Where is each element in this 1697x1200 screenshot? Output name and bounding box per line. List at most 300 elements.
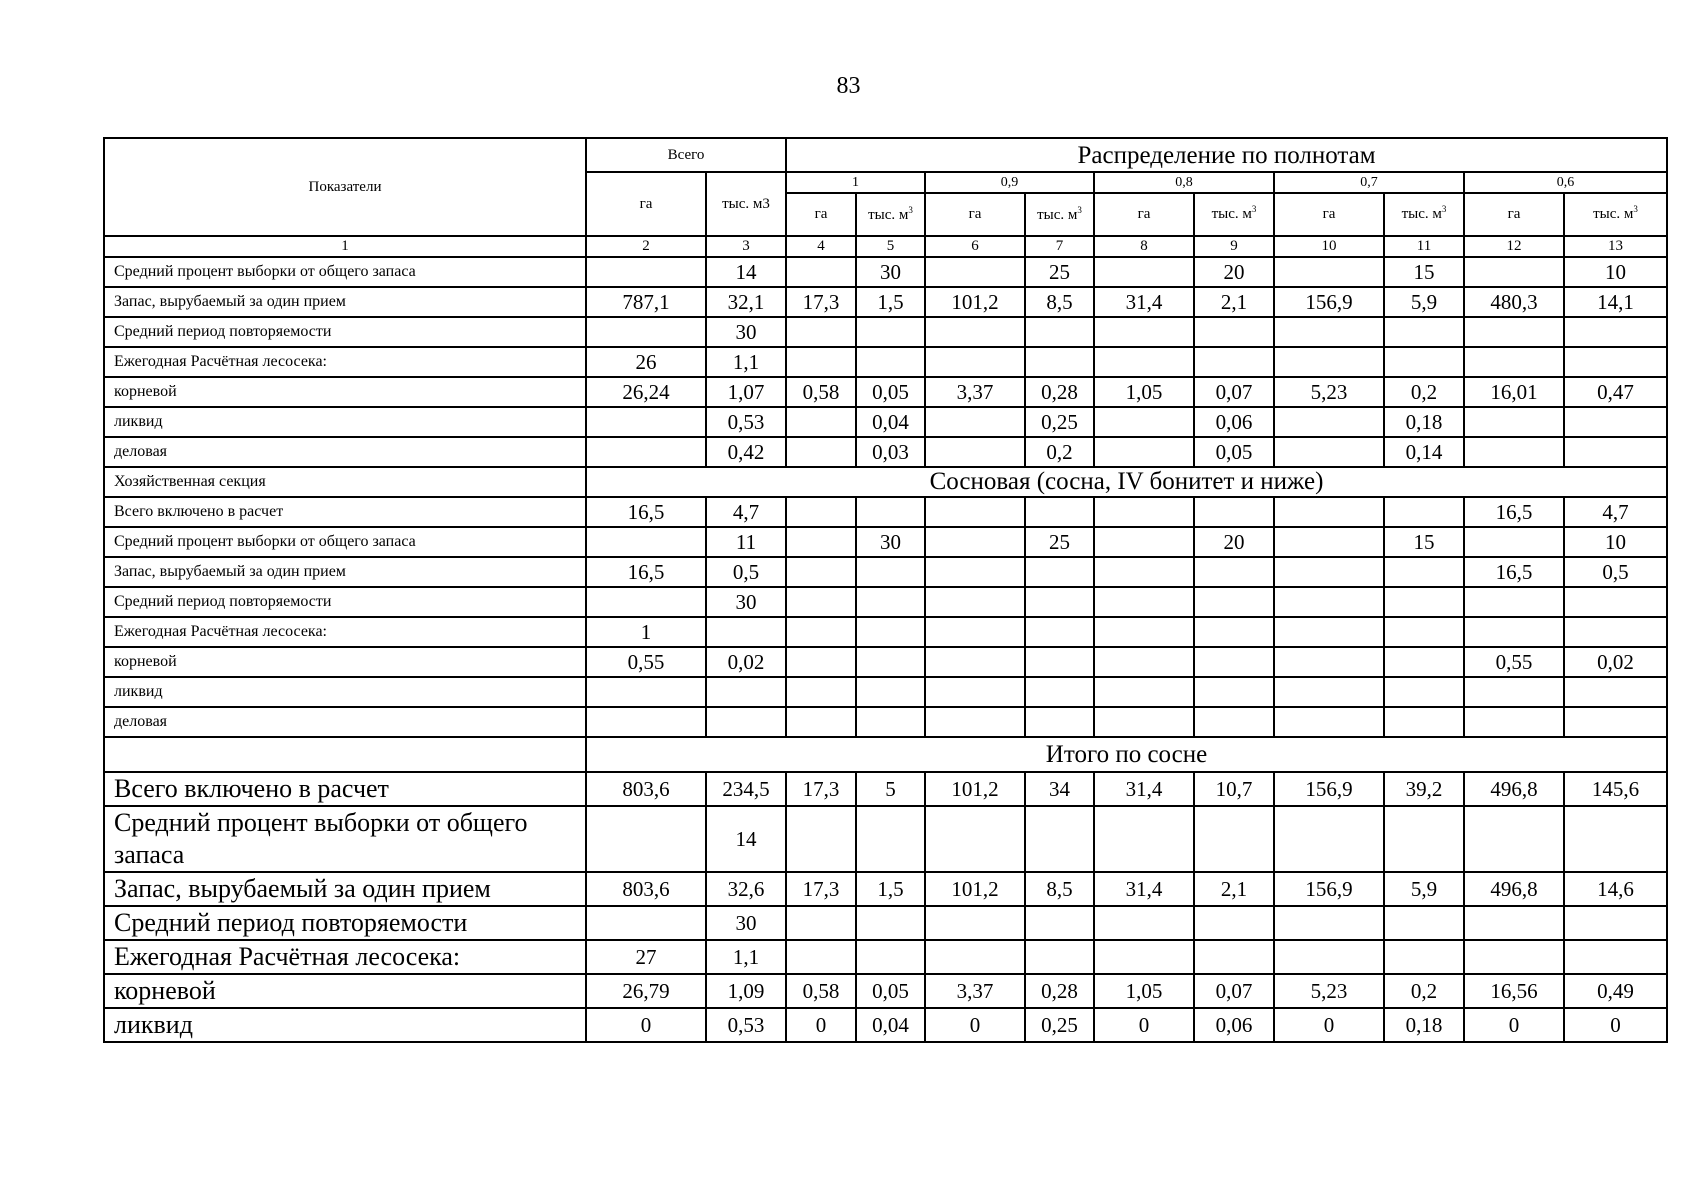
table-cell xyxy=(1384,906,1464,940)
table-cell: 0,03 xyxy=(856,437,925,467)
table-cell xyxy=(925,587,1025,617)
table-cell xyxy=(1194,707,1274,737)
table-cell: 0,5 xyxy=(1564,557,1667,587)
table-cell: 39,2 xyxy=(1384,772,1464,806)
row-label: Ежегодная Расчётная лесосека: xyxy=(104,347,586,377)
table-cell xyxy=(786,497,856,527)
table-cell: 14,1 xyxy=(1564,287,1667,317)
table-cell xyxy=(1384,347,1464,377)
table-cell: 16,5 xyxy=(586,557,706,587)
column-number-cell: 2 xyxy=(586,236,706,257)
column-number-cell: 7 xyxy=(1025,236,1094,257)
column-number-cell: 10 xyxy=(1274,236,1384,257)
table-cell xyxy=(1274,347,1384,377)
table-cell: 1,07 xyxy=(706,377,786,407)
table-cell: 3,37 xyxy=(925,377,1025,407)
row-label: Всего включено в расчет xyxy=(104,497,586,527)
table-cell: 16,5 xyxy=(1464,497,1564,527)
table-cell xyxy=(856,647,925,677)
table-cell: 30 xyxy=(706,906,786,940)
table-cell: 0,2 xyxy=(1384,974,1464,1008)
table-cell xyxy=(786,317,856,347)
forest-allocation-table xyxy=(103,137,1668,1043)
table-cell: 4,7 xyxy=(1564,497,1667,527)
table-cell: 0,2 xyxy=(1025,437,1094,467)
table-cell: 0,04 xyxy=(856,407,925,437)
table-cell xyxy=(1384,707,1464,737)
table-cell xyxy=(1094,497,1194,527)
table-cell: 480,3 xyxy=(1464,287,1564,317)
table-cell: 14,6 xyxy=(1564,872,1667,906)
table-cell xyxy=(786,677,856,707)
row-label: корневой xyxy=(104,974,586,1008)
table-cell: 0 xyxy=(1274,1008,1384,1042)
table-cell: 15 xyxy=(1384,257,1464,287)
page-number: 83 xyxy=(836,73,861,99)
table-cell xyxy=(1564,707,1667,737)
density-header-1: 1 xyxy=(786,172,925,193)
row-label: ликвид xyxy=(104,407,586,437)
table-cell xyxy=(786,906,856,940)
table-cell: 0,05 xyxy=(1194,437,1274,467)
table-cell xyxy=(1464,257,1564,287)
m3-header-text: тыс. м xyxy=(1211,206,1252,222)
density-header-0-8: 0,8 xyxy=(1094,172,1274,193)
table-cell: 30 xyxy=(706,317,786,347)
section-label xyxy=(104,737,586,772)
table-cell: 31,4 xyxy=(1094,287,1194,317)
table-cell: 0,05 xyxy=(856,974,925,1008)
table-row xyxy=(104,974,1667,1008)
table-cell xyxy=(925,497,1025,527)
table-cell xyxy=(1274,527,1384,557)
table-cell: 17,3 xyxy=(786,772,856,806)
table-cell xyxy=(706,707,786,737)
m3-header-text: тыс. м xyxy=(1593,206,1634,222)
table-cell xyxy=(1274,940,1384,974)
table-cell xyxy=(925,347,1025,377)
table-cell xyxy=(1025,806,1094,872)
section-row xyxy=(104,467,1667,497)
total-header: Всего xyxy=(586,138,786,172)
table-row xyxy=(104,317,1667,347)
table-cell xyxy=(1464,587,1564,617)
table-cell: 0,5 xyxy=(706,557,786,587)
row-label: Запас, вырубаемый за один прием xyxy=(104,287,586,317)
table-cell xyxy=(1025,497,1094,527)
table-cell: 0,25 xyxy=(1025,407,1094,437)
table-cell: 26,79 xyxy=(586,974,706,1008)
table-cell: 0,18 xyxy=(1384,407,1464,437)
m3-header-text: тыс. м xyxy=(1401,206,1442,222)
table-cell xyxy=(586,257,706,287)
table-cell: 5,9 xyxy=(1384,872,1464,906)
row-label: Ежегодная Расчётная лесосека: xyxy=(104,617,586,647)
row-label: Средний период повторяемости xyxy=(104,587,586,617)
table-cell xyxy=(1274,437,1384,467)
table-cell xyxy=(706,677,786,707)
table-cell xyxy=(1564,677,1667,707)
column-number-cell: 11 xyxy=(1384,236,1464,257)
column-number-cell: 3 xyxy=(706,236,786,257)
cube-superscript: 3 xyxy=(1251,204,1257,214)
table-cell xyxy=(1194,677,1274,707)
table-cell: 26 xyxy=(586,347,706,377)
table-cell xyxy=(1094,677,1194,707)
table-cell: 496,8 xyxy=(1464,772,1564,806)
table-cell xyxy=(1464,317,1564,347)
table-cell: 16,56 xyxy=(1464,974,1564,1008)
table-cell: 16,5 xyxy=(1464,557,1564,587)
table-cell xyxy=(1094,257,1194,287)
table-cell xyxy=(856,347,925,377)
table-cell xyxy=(586,437,706,467)
table-row xyxy=(104,557,1667,587)
table-cell xyxy=(1274,677,1384,707)
table-cell xyxy=(925,527,1025,557)
total-ha-header: га xyxy=(586,172,706,236)
table-cell xyxy=(1194,317,1274,347)
column-number-cell: 6 xyxy=(925,236,1025,257)
table-cell: 8,5 xyxy=(1025,872,1094,906)
density-header-0-9: 0,9 xyxy=(925,172,1094,193)
table-cell: 14 xyxy=(706,257,786,287)
row-label: Всего включено в расчет xyxy=(104,772,586,806)
table-cell xyxy=(786,587,856,617)
table-cell: 30 xyxy=(856,257,925,287)
table-cell: 3,37 xyxy=(925,974,1025,1008)
table-cell xyxy=(925,806,1025,872)
table-cell xyxy=(1194,497,1274,527)
table-row xyxy=(104,906,1667,940)
table-cell xyxy=(586,587,706,617)
table-cell xyxy=(1384,647,1464,677)
table-cell: 234,5 xyxy=(706,772,786,806)
table-row xyxy=(104,647,1667,677)
table-cell: 8,5 xyxy=(1025,287,1094,317)
table-cell xyxy=(586,407,706,437)
table-cell xyxy=(1194,557,1274,587)
m3-header-text: тыс. м xyxy=(868,206,909,223)
table-cell: 0,58 xyxy=(786,974,856,1008)
row-label: Средний процент выборки от общего запаса xyxy=(104,527,586,557)
table-cell xyxy=(1384,557,1464,587)
table-cell xyxy=(1094,557,1194,587)
table-cell: 20 xyxy=(1194,257,1274,287)
table-cell xyxy=(1274,806,1384,872)
table-cell: 30 xyxy=(706,587,786,617)
row-label: Средний период повторяемости xyxy=(104,906,586,940)
table-cell xyxy=(925,437,1025,467)
table-cell xyxy=(1564,587,1667,617)
table-cell xyxy=(1564,940,1667,974)
m3-header-inline xyxy=(1564,193,1667,236)
table-cell xyxy=(586,707,706,737)
table-cell xyxy=(1274,557,1384,587)
table-cell xyxy=(1564,617,1667,647)
ha-header: га xyxy=(1274,193,1384,236)
row-label: Средний период повторяемости xyxy=(104,317,586,347)
table-cell: 0,14 xyxy=(1384,437,1464,467)
table-cell xyxy=(856,557,925,587)
table-cell xyxy=(1194,940,1274,974)
table-cell: 0,04 xyxy=(856,1008,925,1042)
table-cell: 32,1 xyxy=(706,287,786,317)
table-cell xyxy=(1274,587,1384,617)
table-cell: 1,09 xyxy=(706,974,786,1008)
table-cell xyxy=(925,407,1025,437)
table-cell: 803,6 xyxy=(586,872,706,906)
table-cell xyxy=(925,317,1025,347)
table-row xyxy=(104,527,1667,557)
table-cell xyxy=(1094,940,1194,974)
table-cell xyxy=(1194,906,1274,940)
table-cell: 5 xyxy=(856,772,925,806)
table-cell xyxy=(586,906,706,940)
table-row xyxy=(104,587,1667,617)
table-cell xyxy=(1094,647,1194,677)
table-cell: 26,24 xyxy=(586,377,706,407)
table-cell: 0 xyxy=(786,1008,856,1042)
table-cell: 0 xyxy=(586,1008,706,1042)
table-cell xyxy=(1094,906,1194,940)
table-cell xyxy=(1464,527,1564,557)
table-cell: 0 xyxy=(1564,1008,1667,1042)
table-cell: 5,23 xyxy=(1274,377,1384,407)
table-cell xyxy=(1094,317,1194,347)
table-row xyxy=(104,806,1667,872)
table-cell xyxy=(1384,677,1464,707)
table-cell: 156,9 xyxy=(1274,287,1384,317)
table-cell xyxy=(1025,317,1094,347)
table-cell: 25 xyxy=(1025,527,1094,557)
table-cell: 17,3 xyxy=(786,872,856,906)
column-number-cell: 12 xyxy=(1464,236,1564,257)
table-cell xyxy=(1464,437,1564,467)
row-label: корневой xyxy=(104,377,586,407)
table-cell xyxy=(1564,806,1667,872)
table-cell xyxy=(786,407,856,437)
ha-header: га xyxy=(1094,193,1194,236)
m3-header-inline xyxy=(1194,193,1274,236)
column-number-cell: 8 xyxy=(1094,236,1194,257)
table-cell: 0,58 xyxy=(786,377,856,407)
row-label: Средний процент выборки от общего запаса xyxy=(104,806,586,872)
table-cell: 1,05 xyxy=(1094,377,1194,407)
table-cell: 787,1 xyxy=(586,287,706,317)
cube-superscript: 3 xyxy=(1633,204,1638,214)
table-cell xyxy=(856,317,925,347)
cube-superscript: 3 xyxy=(1077,204,1082,215)
table-cell: 156,9 xyxy=(1274,772,1384,806)
table-cell xyxy=(856,806,925,872)
table-cell: 0 xyxy=(1094,1008,1194,1042)
table-row xyxy=(104,497,1667,527)
table-cell xyxy=(1384,806,1464,872)
table-cell xyxy=(925,707,1025,737)
table-cell xyxy=(1464,677,1564,707)
table-cell xyxy=(1274,407,1384,437)
table-cell xyxy=(856,906,925,940)
table-cell xyxy=(1564,437,1667,467)
column-number-cell: 13 xyxy=(1564,236,1667,257)
table-cell xyxy=(1094,407,1194,437)
table-cell xyxy=(1274,257,1384,287)
table-cell: 0,06 xyxy=(1194,1008,1274,1042)
row-label: ликвид xyxy=(104,1008,586,1042)
table-cell xyxy=(1464,347,1564,377)
table-cell: 11 xyxy=(706,527,786,557)
table-cell xyxy=(856,587,925,617)
table-cell: 0,02 xyxy=(1564,647,1667,677)
table-cell: 10 xyxy=(1564,527,1667,557)
table-cell: 5,23 xyxy=(1274,974,1384,1008)
table-cell: 10,7 xyxy=(1194,772,1274,806)
table-cell xyxy=(586,317,706,347)
table-cell xyxy=(856,677,925,707)
table-cell xyxy=(1025,707,1094,737)
table-cell: 2,1 xyxy=(1194,872,1274,906)
table-cell xyxy=(1094,617,1194,647)
table-cell: 0 xyxy=(1464,1008,1564,1042)
table-row xyxy=(104,1008,1667,1042)
table-cell: 27 xyxy=(586,940,706,974)
table-cell xyxy=(1564,407,1667,437)
distribution-header: Распределение по полнотам xyxy=(786,138,1667,172)
table-cell xyxy=(786,437,856,467)
table-cell xyxy=(1025,940,1094,974)
row-label: корневой xyxy=(104,647,586,677)
table-cell xyxy=(786,940,856,974)
table-cell xyxy=(1025,677,1094,707)
table-cell xyxy=(706,617,786,647)
table-cell xyxy=(1094,347,1194,377)
table-row xyxy=(104,407,1667,437)
table-cell xyxy=(786,806,856,872)
table-cell xyxy=(1464,707,1564,737)
table-cell: 0,05 xyxy=(856,377,925,407)
table-cell xyxy=(1384,497,1464,527)
table-cell: 25 xyxy=(1025,257,1094,287)
table-cell xyxy=(925,940,1025,974)
cube-superscript: 3 xyxy=(908,204,913,215)
table-cell xyxy=(786,707,856,737)
table-cell: 0,47 xyxy=(1564,377,1667,407)
table-row xyxy=(104,347,1667,377)
table-cell xyxy=(1025,647,1094,677)
table-cell xyxy=(1094,806,1194,872)
table-row xyxy=(104,377,1667,407)
row-label: деловая xyxy=(104,437,586,467)
table-cell xyxy=(1194,617,1274,647)
table-cell xyxy=(1564,347,1667,377)
table-cell xyxy=(1274,617,1384,647)
density-header-0-6: 0,6 xyxy=(1464,172,1667,193)
ha-header: га xyxy=(786,193,856,236)
table-cell: 0,53 xyxy=(706,1008,786,1042)
table-cell: 4,7 xyxy=(706,497,786,527)
table-cell: 1,1 xyxy=(706,940,786,974)
table-cell: 101,2 xyxy=(925,772,1025,806)
section-label: Хозяйственная секция xyxy=(104,467,586,497)
table-cell xyxy=(1274,906,1384,940)
table-cell xyxy=(786,527,856,557)
table-cell xyxy=(786,647,856,677)
table-cell xyxy=(586,527,706,557)
table-cell xyxy=(1384,940,1464,974)
table-cell xyxy=(1564,906,1667,940)
table-cell xyxy=(925,906,1025,940)
table-cell xyxy=(856,497,925,527)
table-cell xyxy=(1384,587,1464,617)
table-cell xyxy=(925,617,1025,647)
table-row xyxy=(104,437,1667,467)
cube-superscript: 3 xyxy=(1441,204,1447,214)
table-cell: 0,02 xyxy=(706,647,786,677)
table-cell xyxy=(1464,906,1564,940)
table-cell: 14 xyxy=(706,806,786,872)
table-cell: 156,9 xyxy=(1274,872,1384,906)
indicators-header: Показатели xyxy=(104,138,586,236)
table-cell: 16,5 xyxy=(586,497,706,527)
table-cell xyxy=(925,647,1025,677)
row-label: Запас, вырубаемый за один прием xyxy=(104,557,586,587)
table-cell: 0,07 xyxy=(1194,974,1274,1008)
table-cell: 31,4 xyxy=(1094,872,1194,906)
table-cell xyxy=(1025,557,1094,587)
table-cell: 1,5 xyxy=(856,287,925,317)
ha-header: га xyxy=(1464,193,1564,236)
table-cell xyxy=(1094,527,1194,557)
ha-header: га xyxy=(925,193,1025,236)
table-cell xyxy=(1274,317,1384,347)
table-row xyxy=(104,772,1667,806)
table-cell xyxy=(1025,587,1094,617)
table-row xyxy=(104,257,1667,287)
table-cell xyxy=(1025,617,1094,647)
table-cell: 0,18 xyxy=(1384,1008,1464,1042)
row-label: ликвид xyxy=(104,677,586,707)
table-cell xyxy=(856,617,925,647)
table-cell: 145,6 xyxy=(1564,772,1667,806)
table-cell xyxy=(786,347,856,377)
table-cell xyxy=(1025,347,1094,377)
table-row xyxy=(104,707,1667,737)
table-cell: 101,2 xyxy=(925,872,1025,906)
table-cell xyxy=(1464,806,1564,872)
table-cell: 0,53 xyxy=(706,407,786,437)
row-label: Запас, вырубаемый за один прием xyxy=(104,872,586,906)
m3-header-stacked xyxy=(856,193,925,236)
table-cell: 32,6 xyxy=(706,872,786,906)
table-cell xyxy=(1274,647,1384,677)
table-cell: 15 xyxy=(1384,527,1464,557)
table-cell: 1,05 xyxy=(1094,974,1194,1008)
table-cell xyxy=(856,707,925,737)
table-cell: 0 xyxy=(925,1008,1025,1042)
table-cell xyxy=(1094,587,1194,617)
table-cell xyxy=(1025,906,1094,940)
m3-header-stacked xyxy=(1025,193,1094,236)
table-cell xyxy=(1194,347,1274,377)
table-cell xyxy=(1274,707,1384,737)
column-number-row xyxy=(104,236,1667,257)
table-cell: 10 xyxy=(1564,257,1667,287)
table-cell: 34 xyxy=(1025,772,1094,806)
column-number-cell: 9 xyxy=(1194,236,1274,257)
table-cell: 0,06 xyxy=(1194,407,1274,437)
section-title: Итого по сосне xyxy=(586,737,1667,772)
